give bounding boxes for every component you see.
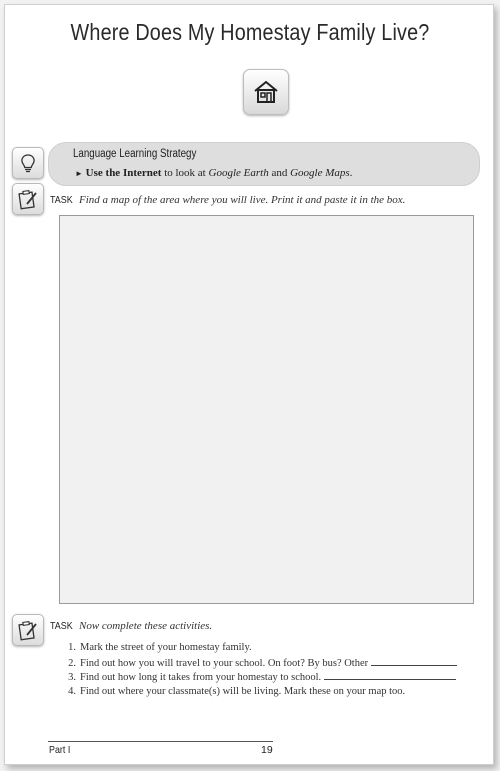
item-text: Find out how you will travel to your school. On foot? By bus? Other (80, 657, 369, 669)
item-number: 4. (68, 685, 76, 697)
page-title: Where Does My Homestay Family Live? (70, 19, 430, 45)
strategy-text-part: and (268, 167, 291, 179)
footer-part-label: Part I (49, 744, 71, 756)
list-item (54, 641, 484, 656)
strategy-text-part: . (349, 167, 353, 179)
answer-blank[interactable] (324, 670, 456, 680)
item-number: 2. (68, 657, 76, 669)
item-text: Find out how long it takes from your homestay to school. (80, 672, 322, 683)
task-label: TASK (50, 620, 73, 632)
task-label: TASK (50, 194, 73, 206)
strategy-box (48, 142, 480, 186)
list-item (54, 685, 484, 700)
item-text: Find out where your classmate(s) will be living. Mark these on your map too. (80, 685, 406, 697)
task-button[interactable] (12, 183, 44, 215)
task-instructions: Find a map of the area where you will live. Print it and paste it in the box. (79, 194, 406, 206)
task-instructions: Now complete these activities. (79, 620, 213, 632)
strategy-text (75, 167, 352, 179)
item-number: 3. (68, 672, 76, 683)
task-button[interactable] (12, 614, 44, 646)
lightbulb-icon (17, 152, 39, 174)
strategy-button[interactable] (12, 147, 44, 179)
list-item (54, 670, 484, 685)
strategy-bold-text: Use the Internet (85, 167, 162, 179)
activity-list (54, 641, 484, 699)
footer-divider (48, 741, 273, 742)
google-earth-text: Google Earth (208, 167, 269, 179)
bullet-arrow-icon: ► (75, 169, 83, 178)
strategy-heading: Language Learning Strategy (73, 148, 197, 160)
map-paste-box (59, 215, 474, 604)
list-item (54, 656, 484, 671)
item-text: Mark the street of your homestay family. (80, 642, 252, 653)
item-number: 1. (68, 642, 76, 653)
house-icon (252, 78, 280, 106)
google-maps-text: Google Maps (290, 167, 350, 179)
clipboard-pencil-icon (17, 188, 39, 210)
answer-blank[interactable] (371, 656, 457, 666)
page-number: 19 (261, 744, 273, 756)
house-button[interactable] (243, 69, 289, 115)
strategy-text-part: to look at (161, 167, 209, 179)
clipboard-pencil-icon (17, 619, 39, 641)
